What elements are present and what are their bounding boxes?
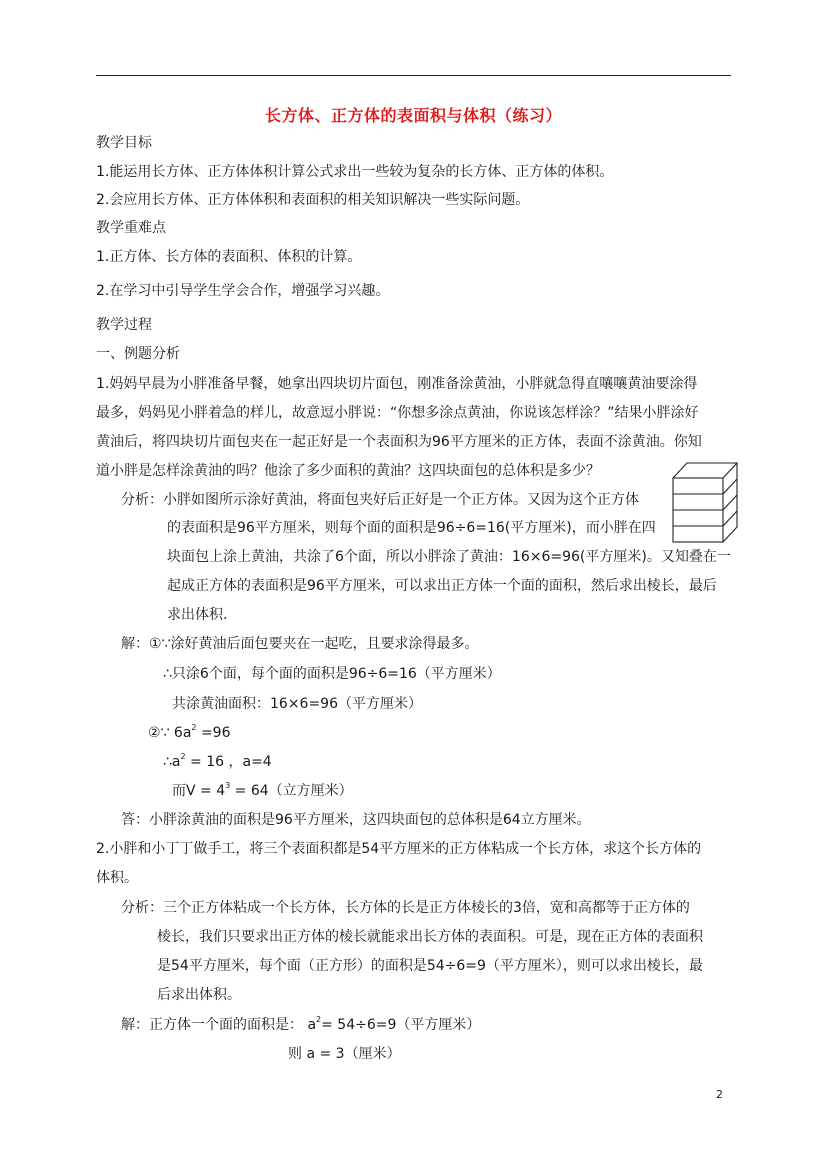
analysis-1-line: 求出体积. xyxy=(167,607,228,623)
analysis-2-line: 分析：三个正方体粘成一个长方体，长方体的长是正方体棱长的3倍，宽和高都等于正方体的 xyxy=(121,900,690,916)
solution-1-line: 共涂黄油面积：16×6=96（平方厘米） xyxy=(172,696,422,712)
objectives-heading: 教学目标 xyxy=(96,135,152,151)
solution-2-line: 则 a = 3（厘米） xyxy=(288,1046,401,1062)
analysis-2-line: 是54平方厘米，每个面（正方形）的面积是54÷6=9（平方厘米），则可以求出棱长，最 xyxy=(157,958,703,974)
question-1-line: 黄油后，将四块切片面包夹在一起正好是一个表面积为96平方厘米的正方体，表面不涂黄油。你知 xyxy=(96,434,702,450)
answer-1: 答：小胖涂黄油的面积是96平方厘米，这四块面包的总体积是64立方厘米。 xyxy=(121,812,591,828)
objective-item: 1.能运用长方体、正方体体积计算公式求出一些较为复杂的长方体、正方体的体积。 xyxy=(96,164,614,180)
question-1-line: 最多，妈妈见小胖着急的样儿，故意逗小胖说：“你想多涂点黄油，你说该怎样涂？”结果小胖涂好 xyxy=(96,405,699,421)
key-points-heading: 教学重难点 xyxy=(96,220,166,236)
solution-1-equation: ②∵ $6a^2 =96$ xyxy=(148,723,231,741)
solution-1-line: 解：①∵涂好黄油后面包要夹在一起吃，且要求涂得最多。 xyxy=(121,636,479,652)
question-1-line: 1.妈妈早晨为小胖准备早餐，她拿出四块切片面包，刚准备涂黄油，小胖就急得直嚷嚷黄油要涂得 xyxy=(96,376,698,392)
solution-1-line: ∴只涂6个面，每个面的面积是96÷6=16（平方厘米） xyxy=(163,666,501,682)
question-1-line: 道小胖是怎样涂黄油的吗？他涂了多少面积的黄油？这四块面包的总体积是多少？ xyxy=(96,463,600,479)
solution-2-line: 解：正方体一个面的面积是： $a^2= 54\div 6=9$（平方厘米） xyxy=(121,1015,481,1033)
analysis-2-line: 后求出体积。 xyxy=(157,987,241,1003)
key-point-item: 1.正方体、长方体的表面积、体积的计算。 xyxy=(96,249,362,265)
analysis-2-line: 棱长，我们只要求出正方体的棱长就能求出长方体的表面积。可是，现在正方体的表面积 xyxy=(157,929,703,945)
header-rule xyxy=(96,75,731,76)
analysis-1-line: 块面包上涂上黄油，共涂了6个面，所以小胖涂了黄油：16×6=96(平方厘米)。又知叠在一 xyxy=(167,549,731,565)
analysis-1-line: 起成正方体的表面积是96平方厘米，可以求出正方体一个面的面积，然后求出棱长，最后 xyxy=(167,578,717,594)
question-2-line: 体积。 xyxy=(96,870,138,886)
section-heading: 一、例题分析 xyxy=(96,346,180,362)
solution-1-equation: $\therefore a^2 = 16$ ，a=4 xyxy=(163,752,272,770)
solution-1-equation: 而$V = 4^3 = 64$（立方厘米） xyxy=(172,781,353,799)
key-point-item: 2.在学习中引导学生学会合作，增强学习兴趣。 xyxy=(96,283,390,299)
objective-item: 2.会应用长方体、正方体体积和表面积的相关知识解决一些实际问题。 xyxy=(96,192,530,208)
bread-stack-figure xyxy=(672,462,738,544)
analysis-1-line: 分析：小胖如图所示涂好黄油，将面包夹好后正好是一个正方体。又因为这个正方体 xyxy=(121,492,639,508)
analysis-1-line: 的表面积是96平方厘米，则每个面的面积是96÷6=16(平方厘米)，而小胖在四 xyxy=(167,520,656,536)
question-2-line: 2.小胖和小丁丁做手工，将三个表面积都是54平方厘米的正方体粘成一个长方体，求这个长方体的 xyxy=(96,841,702,857)
page-number: 2 xyxy=(716,1088,723,1101)
page-title: 长方体、正方体的表面积与体积（练习） xyxy=(264,106,562,125)
process-heading: 教学过程 xyxy=(96,317,152,333)
